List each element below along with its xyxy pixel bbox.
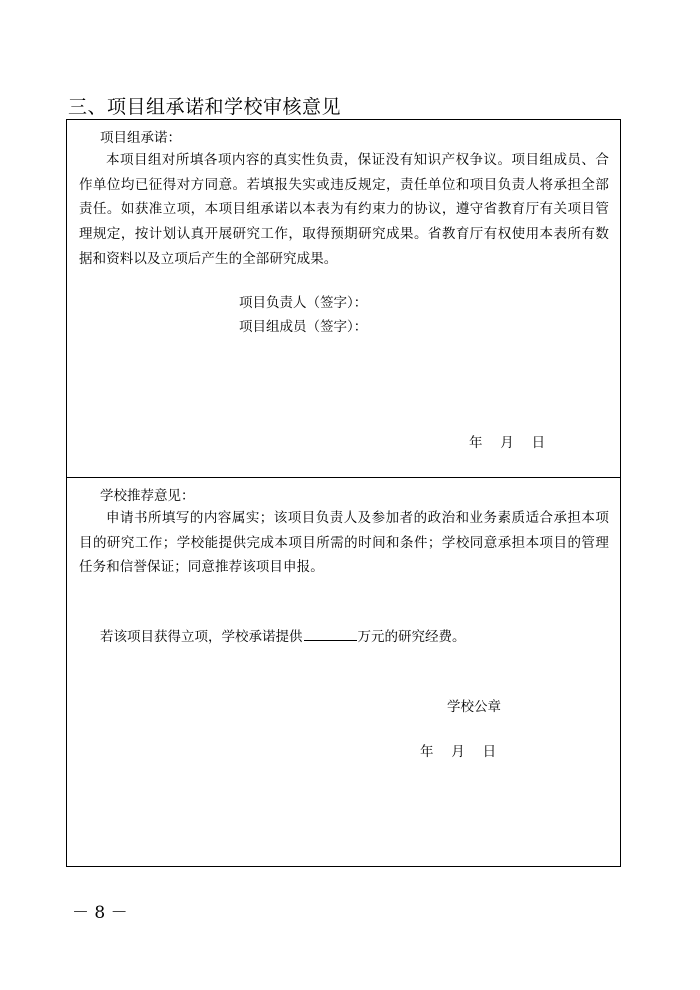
leader-signature-label: 项目负责人（签字）：: [239, 295, 368, 311]
commitment-form-table: [66, 119, 621, 867]
section-title: 三、项目组承诺和学校审核意见: [68, 96, 342, 118]
project-commitment-cell: [67, 120, 620, 478]
funding-text-after: 万元的研究经费。: [357, 629, 466, 645]
school-opinion-cell: [67, 478, 620, 866]
school-opinion-label: 学校推荐意见：: [100, 488, 195, 504]
commitment-paragraph: 本项目组对所填各项内容的真实性负责，保证没有知识产权争议。项目组成员、合作单位均已征得对方同意。若填报失实或违反规定，责任单位和项目负责人将承担全部责任。如获准立项，本项目组承诺以本表为有约束力的协议，遵守省教育厅有关项目管理规定，按计划认真开展研究工作，取得预期研究成果。省教育厅有权使用本表所有数据和资料以及立项后产生的全部研究成果。: [79, 152, 609, 267]
school-date: 年 月 日: [420, 744, 497, 760]
funding-statement: [100, 625, 466, 645]
page-number: － 8 －: [72, 903, 128, 923]
funding-text-before: 若该项目获得立项，学校承诺提供: [100, 629, 303, 645]
funding-amount-blank: [304, 627, 357, 641]
school-opinion-paragraph: 申请书所填写的内容属实；该项目负责人及参加者的政治和业务素质适合承担本项目的研究工作；学校能提供完成本项目所需的时间和条件；学校同意承担本项目的管理任务和信誉保证；同意推荐该项目申报。: [79, 510, 609, 576]
commitment-date: 年 月 日: [469, 435, 546, 451]
member-signature-label: 项目组成员（签字）：: [239, 319, 368, 335]
school-seal-label: 学校公章: [447, 699, 501, 715]
commitment-label: 项目组承诺：: [100, 130, 181, 146]
